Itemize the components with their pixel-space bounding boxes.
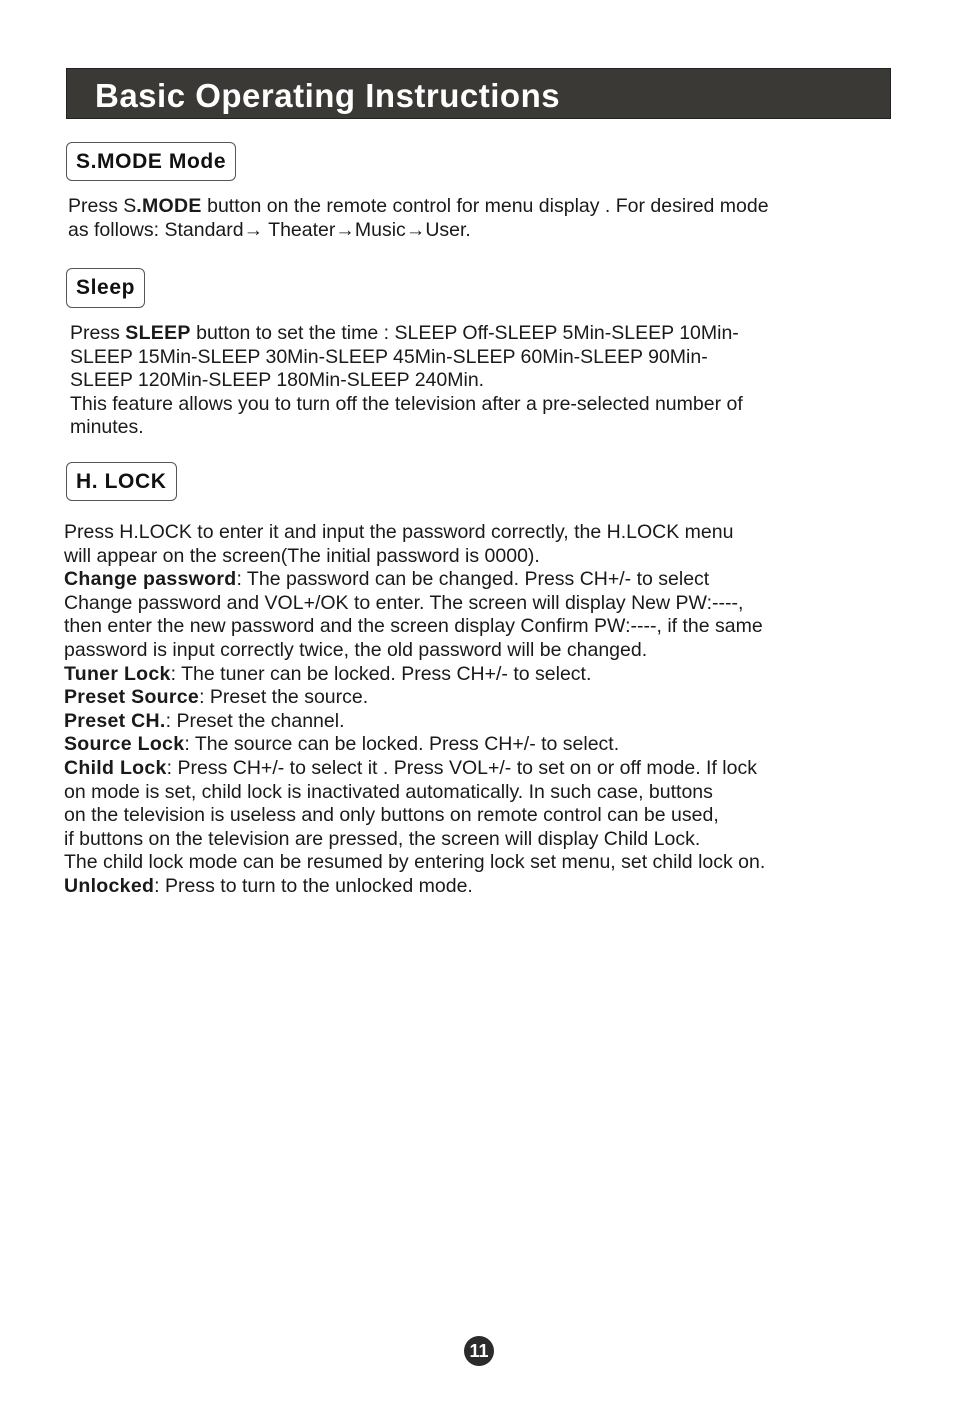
sleep-description bbox=[70, 322, 743, 440]
hlock-preset-source: Preset Source: Preset the source. bbox=[64, 686, 369, 709]
section-label-sleep: Sleep bbox=[66, 268, 145, 308]
hlock-intro-1: Press H.LOCK to enter it and input the password correctly, the H.LOCK menu bbox=[64, 521, 734, 543]
hlock-child-line-4: if buttons on the television are pressed, the screen will display Child Lock. bbox=[64, 827, 701, 850]
sleep-line-5: minutes. bbox=[70, 416, 144, 439]
hlock-change-line-4: password is input correctly twice, the old password will be changed. bbox=[64, 638, 648, 661]
smode-description bbox=[68, 195, 769, 242]
section-label-hlock: H. LOCK bbox=[66, 462, 177, 501]
hlock-change-line-3: then enter the new password and the screen display Confirm PW:----, if the same bbox=[64, 615, 763, 638]
sleep-line-1: Press SLEEP button to set the time : SLEEP Off-SLEEP 5Min-SLEEP 10Min- bbox=[70, 322, 739, 344]
hlock-change-line-2: Change password and VOL+/OK to enter. The screen will display New PW:----, bbox=[64, 591, 744, 614]
hlock-tuner-lock: Tuner Lock: The tuner can be locked. Press CH+/- to select. bbox=[64, 662, 592, 685]
arrow-icon: → bbox=[335, 218, 355, 241]
page-number-badge: 11 bbox=[464, 1336, 494, 1366]
hlock-child-line-5: The child lock mode can be resumed by entering lock set menu, set child lock on. bbox=[64, 851, 766, 874]
hlock-change-password: Change password: The password can be changed. Press CH+/- to select bbox=[64, 568, 710, 591]
hlock-preset-ch: Preset CH.: Preset the channel. bbox=[64, 709, 345, 732]
page-title: Basic Operating Instructions bbox=[95, 77, 561, 114]
hlock-child-line-3: on the television is useless and only buttons on remote control can be used, bbox=[64, 804, 719, 827]
hlock-description bbox=[64, 521, 765, 899]
hlock-unlocked: Unlocked: Press to turn to the unlocked mode. bbox=[64, 874, 473, 897]
sleep-line-2: SLEEP 15Min-SLEEP 30Min-SLEEP 45Min-SLEEP 60Min-SLEEP 90Min- bbox=[70, 345, 708, 368]
section-label-smode: S.MODE Mode bbox=[66, 142, 236, 181]
hlock-source-lock: Source Lock: The source can be locked. Press CH+/- to select. bbox=[64, 733, 620, 756]
smode-line-1: Press S.MODE button on the remote control for menu display . For desired mode bbox=[68, 195, 769, 217]
hlock-child-lock: Child Lock: Press CH+/- to select it . Press VOL+/- to set on or off mode. If lock bbox=[64, 756, 757, 779]
header-bar bbox=[66, 68, 891, 119]
sleep-line-4: This feature allows you to turn off the television after a pre-selected number of bbox=[70, 392, 743, 415]
arrow-icon: → bbox=[405, 218, 426, 241]
hlock-child-line-2: on mode is set, child lock is inactivated automatically. In such case, buttons bbox=[64, 780, 713, 803]
sleep-line-3: SLEEP 120Min-SLEEP 180Min-SLEEP 240Min. bbox=[70, 369, 485, 392]
smode-line-2: as follows: Standard→ Theater→Music→User. bbox=[68, 218, 471, 241]
hlock-intro-2: will appear on the screen(The initial password is 0000). bbox=[64, 544, 540, 567]
arrow-icon: → bbox=[243, 218, 264, 241]
